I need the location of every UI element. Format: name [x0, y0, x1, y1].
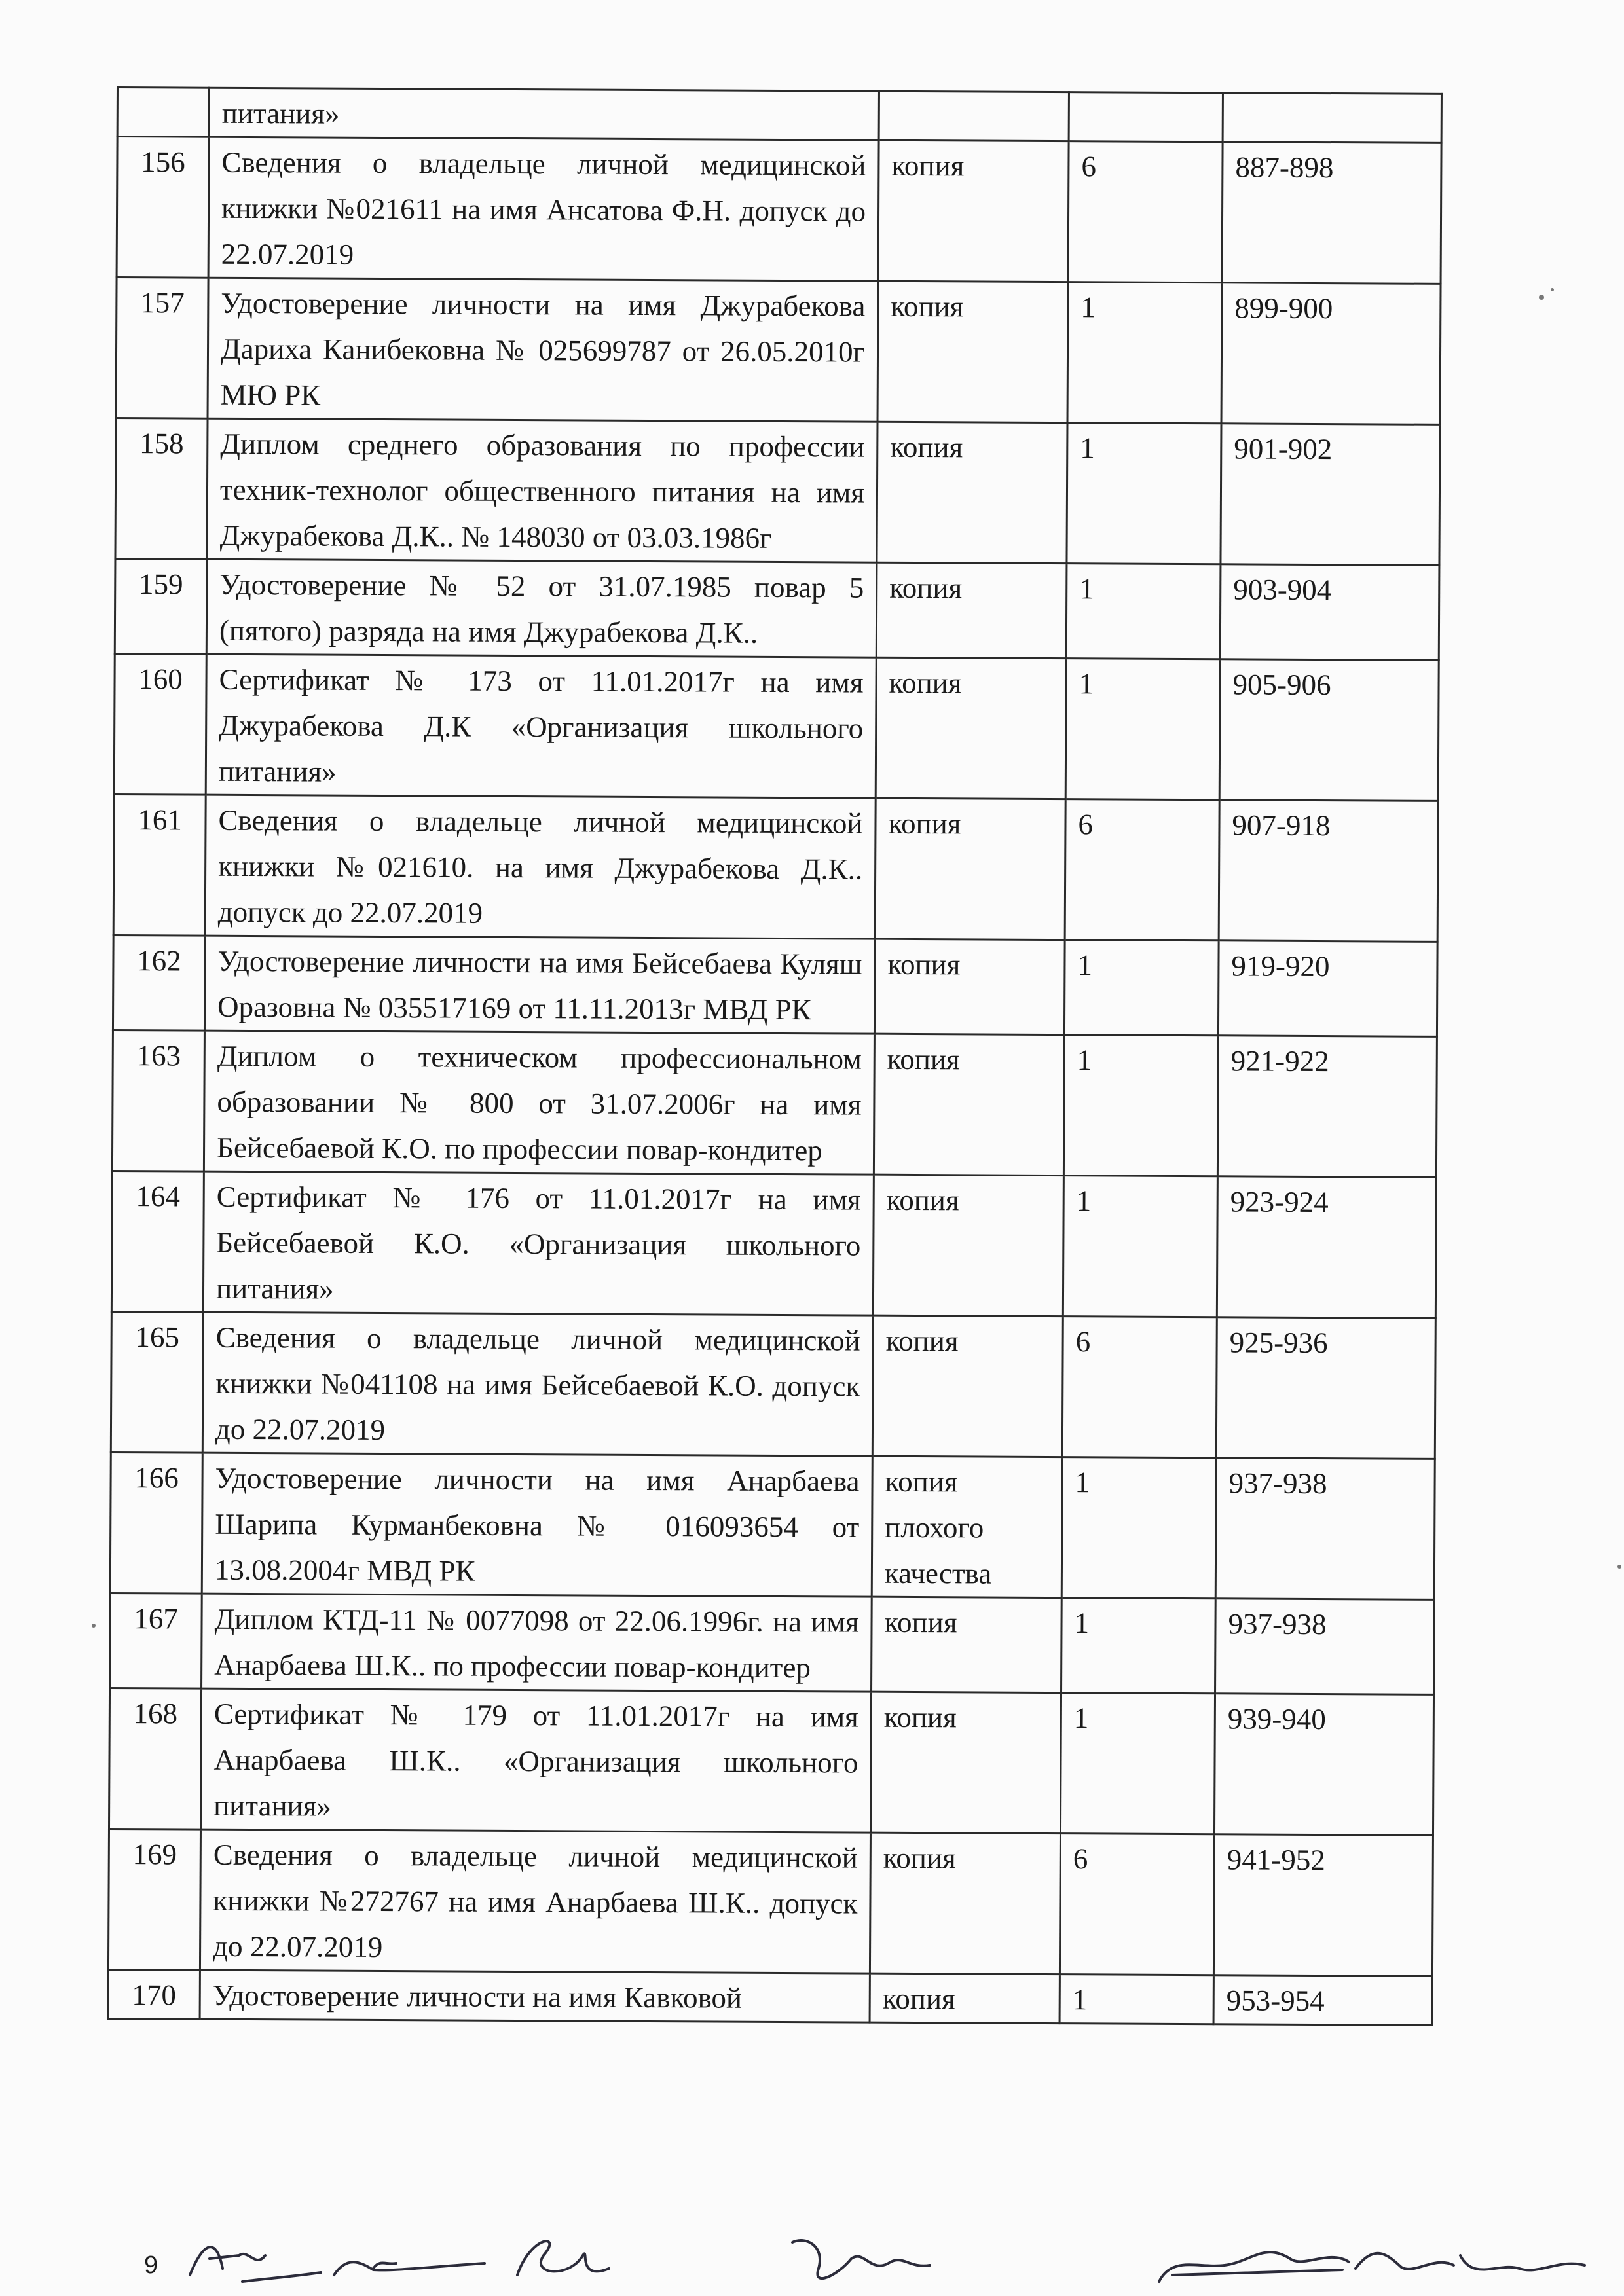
row-page-range: 925-936	[1216, 1317, 1435, 1459]
row-description: Сертификат № 176 от 11.01.2017г на имя Бейсебаевой К.О. «Организация школьного питания»	[203, 1171, 874, 1315]
signature-1	[190, 2247, 321, 2282]
row-number: 162	[113, 935, 205, 1030]
row-page-range: 921-922	[1217, 1036, 1437, 1178]
table-row	[113, 935, 1437, 1036]
signature-3	[517, 2241, 609, 2275]
row-number: 158	[115, 418, 208, 560]
row-page-range: 905-906	[1219, 659, 1439, 801]
row-sheet-count: 6	[1062, 1317, 1217, 1458]
signature-6	[1356, 2253, 1585, 2270]
row-number: 159	[115, 558, 207, 654]
row-doc-type: копия	[878, 140, 1069, 282]
table-row	[117, 137, 1441, 284]
row-sheet-count: 1	[1060, 1975, 1213, 2024]
row-description: Диплом среднего образования по профессии техник-технолог общественного питания на имя Джурабекова Д.К.. № 148030 от 03.03.1986г	[207, 418, 877, 562]
row-sheet-count	[1069, 92, 1223, 142]
table-row	[115, 558, 1439, 660]
row-sheet-count: 1	[1061, 1598, 1216, 1694]
row-number: 169	[108, 1829, 200, 1970]
row-description: Сведения о владельце личной медицинской книжки №021611 на имя Ансатова Ф.Н. допуск до 22.07.2019	[208, 137, 879, 281]
row-description: Удостоверение личности на имя Кавковой	[200, 1970, 870, 2022]
row-sheet-count: 1	[1061, 1457, 1216, 1599]
table-row	[110, 1452, 1435, 1599]
scan-speck	[92, 1624, 96, 1628]
table-row	[111, 1171, 1436, 1318]
scan-speck	[1539, 295, 1544, 300]
document-registry-table	[107, 86, 1443, 2026]
row-doc-type: копия	[874, 939, 1065, 1034]
row-description: Сведения о владельце личной медицинской книжки №272767 на имя Анарбаева Ш.К.. допуск до 22.07.2019	[200, 1829, 870, 1973]
row-doc-type: копия	[877, 281, 1068, 422]
row-page-range: 903-904	[1220, 564, 1439, 661]
row-doc-type: копия	[876, 562, 1067, 658]
row-doc-type: копия	[876, 657, 1066, 799]
row-number: 160	[114, 653, 206, 795]
row-page-range: 923-924	[1217, 1176, 1436, 1319]
row-page-range: 937-938	[1215, 1458, 1435, 1600]
row-number: 168	[109, 1688, 201, 1829]
row-description: Удостоверение № 52 от 31.07.1985 повар 5 (пятого) разряда на имя Джурабекова Д.К..	[206, 559, 877, 657]
table-row	[114, 653, 1439, 801]
row-number: 164	[111, 1171, 204, 1312]
row-number: 157	[116, 278, 208, 419]
row-sheet-count: 6	[1065, 799, 1219, 941]
row-number: 167	[110, 1593, 202, 1688]
row-page-range: 939-940	[1214, 1694, 1433, 1836]
signature-4	[792, 2240, 930, 2278]
row-sheet-count: 1	[1060, 1693, 1215, 1834]
row-sheet-count: 1	[1067, 423, 1221, 564]
table-row	[116, 278, 1441, 425]
signature-5	[1159, 2252, 1349, 2282]
table-body	[108, 88, 1441, 2026]
row-page-range: 953-954	[1213, 1975, 1432, 2026]
row-sheet-count: 6	[1060, 1834, 1214, 1975]
row-sheet-count: 1	[1066, 564, 1221, 659]
row-description: Диплом о техническом профессиональном образовании № 800 от 31.07.2006г на имя Бейсебаевой К.О. по профессии повар-кондитер	[204, 1030, 874, 1175]
row-doc-type: копия	[872, 1597, 1062, 1692]
row-page-range: 887-898	[1222, 142, 1441, 284]
signature-2	[334, 2262, 485, 2275]
table-row	[108, 1969, 1432, 2025]
page-number: 9	[144, 2251, 158, 2279]
row-page-range	[1223, 93, 1441, 143]
table-row	[110, 1593, 1435, 1694]
row-description: Сведения о владельце личной медицинской книжки №021610. на имя Джурабекова Д.К.. допуск до 22.07.2019	[205, 795, 876, 939]
table-row	[115, 418, 1440, 566]
row-doc-type: копия	[874, 1034, 1064, 1175]
row-sheet-count: 6	[1068, 141, 1223, 283]
row-sheet-count: 1	[1067, 282, 1222, 424]
scan-speck	[1551, 288, 1554, 291]
row-description: Сведения о владельце личной медицинской книжки №041108 на имя Бейсебаевой К.О. допуск до 22.07.2019	[202, 1312, 873, 1456]
row-description: Удостоверение личности на имя Джурабекова Дариха Канибековна № 025699787 от 26.05.2010г МЮ РК	[208, 278, 878, 422]
row-description: Диплом КТД-11 № 0077098 от 22.06.1996г. на имя Анарбаева Ш.К.. по профессии повар-кондитер	[202, 1594, 872, 1692]
row-doc-type: копия	[872, 1315, 1063, 1457]
row-page-range: 899-900	[1221, 283, 1441, 425]
row-number: 165	[111, 1311, 203, 1453]
row-description: Сертификат № 179 от 11.01.2017г на имя Анарбаева Ш.К.. «Организация школьного питания»	[200, 1688, 871, 1832]
table-row	[112, 1030, 1437, 1177]
table-row	[108, 1829, 1433, 1976]
row-description: Удостоверение личности на имя Анарбаева Шарипа Курманбековна № 016093654 от 13.08.2004г МВД РК	[202, 1453, 872, 1597]
row-doc-type	[879, 91, 1069, 141]
row-sheet-count: 1	[1065, 659, 1220, 800]
row-description: питания»	[209, 88, 879, 140]
row-doc-type: копия	[873, 1175, 1063, 1316]
row-description: Удостоверение личности на имя Бейсебаева Куляш Оразовна № 035517169 от 11.11.2013г МВД РК	[204, 936, 875, 1034]
row-number: 163	[112, 1030, 204, 1171]
row-number: 161	[113, 794, 206, 936]
row-doc-type: копия	[870, 1973, 1060, 2023]
table-row	[111, 1311, 1435, 1459]
row-number: 166	[110, 1452, 202, 1594]
row-page-range: 919-920	[1218, 941, 1437, 1037]
handwritten-signatures	[177, 2229, 1611, 2296]
row-page-range: 907-918	[1219, 800, 1438, 942]
page-footer	[144, 2229, 1611, 2296]
row-number: 170	[108, 1969, 200, 2019]
row-page-range: 901-902	[1221, 424, 1440, 566]
row-doc-type: копия	[877, 422, 1067, 563]
row-number	[117, 88, 209, 137]
row-sheet-count: 1	[1063, 1176, 1217, 1317]
table-row	[117, 88, 1441, 143]
row-doc-type: копия плохого качества	[872, 1456, 1062, 1597]
row-page-range: 937-938	[1215, 1599, 1435, 1695]
row-doc-type: копия	[870, 1832, 1060, 1974]
scan-speck	[1617, 1565, 1621, 1569]
row-sheet-count: 1	[1064, 940, 1219, 1036]
row-page-range: 941-952	[1213, 1834, 1433, 1977]
table-row	[109, 1688, 1433, 1835]
row-description: Сертификат № 173 от 11.01.2017г на имя Джурабекова Д.К «Организация школьного питания»	[206, 654, 876, 798]
row-doc-type: копия	[875, 798, 1065, 939]
row-sheet-count: 1	[1063, 1035, 1218, 1176]
row-number: 156	[117, 137, 209, 278]
row-doc-type: копия	[870, 1692, 1061, 1833]
table-row	[113, 794, 1438, 941]
